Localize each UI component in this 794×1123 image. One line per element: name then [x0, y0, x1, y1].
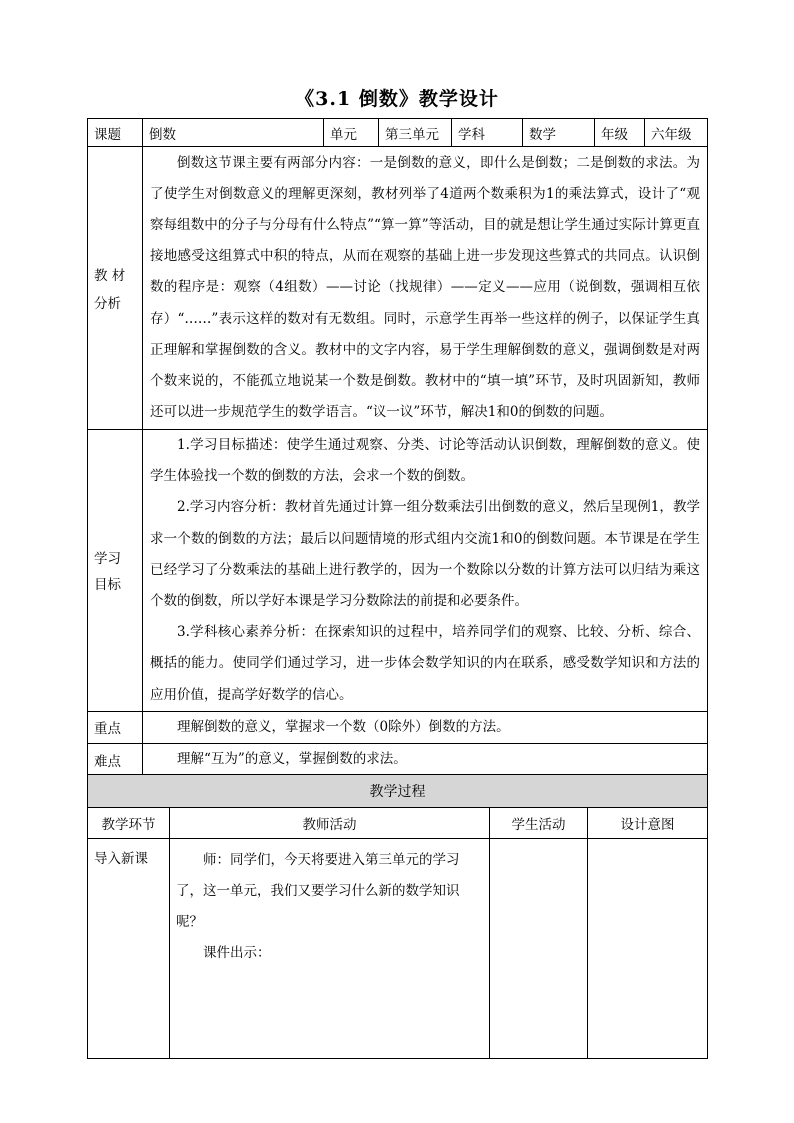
column-stage: 教学环节 [88, 808, 170, 839]
topic-value: 倒数 [143, 119, 324, 147]
teacher-line-1: 师：同学们，今天将要进入第三单元的学习了，这一单元，我们又要学习什么新的数学知识呢？ [176, 852, 460, 930]
goal-item-3: 3.学科核心素养分析：在探索知识的过程中，培养同学们的观察、比较、分析、综合、概括的能力。使同学们通过学习，进一步体会数学知识的内在联系，感受数学知识和方法的应用价值，提高学好数学的信心。 [150, 624, 700, 703]
goals-label-line1: 学习 [94, 551, 121, 568]
grade-value: 六年级 [645, 119, 708, 147]
teacher-activity-cell [170, 839, 490, 1059]
stage-cell: 导入新课 [88, 839, 170, 1059]
key-point-text: 理解倒数的意义，掌握求一个数（0除外）倒数的方法。 [177, 718, 510, 735]
column-intent: 设计意图 [588, 808, 708, 839]
unit-label: 单元 [324, 119, 379, 147]
goal-item-1: 1.学习目标描述：使学生通过观察、分类、讨论等活动认识倒数，理解倒数的意义。使学生体验找一个数的倒数的方法，会求一个数的倒数。 [150, 437, 700, 485]
info-row [88, 119, 708, 147]
difficulty-text: 理解“互为”的意义，掌握倒数的求法。 [177, 751, 407, 768]
difficulty-row [88, 744, 708, 776]
topic-label: 课题 [88, 119, 143, 147]
difficulty-cell [143, 744, 708, 776]
student-activity-cell [490, 839, 588, 1059]
goals-label-line2: 目标 [94, 577, 121, 594]
grade-label: 年级 [595, 119, 645, 147]
unit-value: 第三单元 [379, 119, 452, 147]
process-header: 教学过程 [88, 775, 708, 808]
column-student: 学生活动 [490, 808, 588, 839]
page-title: 《3.1 倒数》教学设计 [295, 88, 499, 110]
analysis-label-line2: 分析 [94, 296, 121, 312]
key-point-row [88, 711, 708, 743]
process-row [88, 839, 708, 1059]
teacher-line-2: 课件出示： [203, 945, 271, 961]
process-table [87, 774, 708, 1059]
analysis-label-line1: 教 材 [94, 268, 126, 284]
column-teacher: 教师活动 [170, 808, 490, 839]
goal-item-2: 2.学习内容分析：教材首先通过计算一组分数乘法引出倒数的意义，然后呈现例1，教学求一个数的倒数的方法；最后以问题情境的形式组内交流1和0的倒数问题。本节课是在学生已经学习了分数乘法的基础上进行教学的，因为一个数除以分数的计算方法可以归结为乘这个数的倒数，所以学好本课是学习分数除法的前提和必要条件。 [150, 499, 700, 610]
subject-value: 数学 [523, 119, 595, 147]
analysis-row [88, 147, 708, 430]
key-point-cell [143, 711, 708, 743]
difficulty-label: 难点 [88, 744, 143, 776]
goals-label [88, 430, 143, 712]
subject-label: 学科 [452, 119, 523, 147]
process-header-row [88, 775, 708, 808]
key-point-label: 重点 [88, 711, 143, 743]
design-intent-cell [588, 839, 708, 1059]
analysis-label [88, 147, 143, 430]
analysis-cell [143, 147, 708, 430]
analysis-text: 倒数这节课主要有两部分内容：一是倒数的意义，即什么是倒数；二是倒数的求法。为了使学生对倒数意义的理解更深刻，教材列举了4道两个数乘积为1的乘法算式，设计了“观察每组数中的分子与分母有什么特点”“算一算”等活动，目的就是想让学生通过实际计算更直接地感受这组算式中积的特点，从而在观察的基础上进一步发现这些算式的共同点。认识倒数的程序是：观察（4组数）——讨论（找规律）——定义——应用（说倒数，强调相互依存）“……”表示这样的数对有无数组。同时，示意学生再举一些这样的例子，以保证学生真正理解和掌握倒数的含义。教材中的文字内容，易于学生理解倒数的意义，强调倒数是对两个数来说的，不能孤立地说某一个数是倒数。教材中的“填一填”环节，及时巩固新知，教师还可以进一步规范学生的数学语言。“议一议”环节，解决1和0的倒数的问题。 [150, 154, 700, 421]
goals-cell [143, 430, 708, 712]
goals-row [88, 430, 708, 712]
process-columns-row [88, 808, 708, 839]
lesson-info-table [87, 118, 708, 776]
